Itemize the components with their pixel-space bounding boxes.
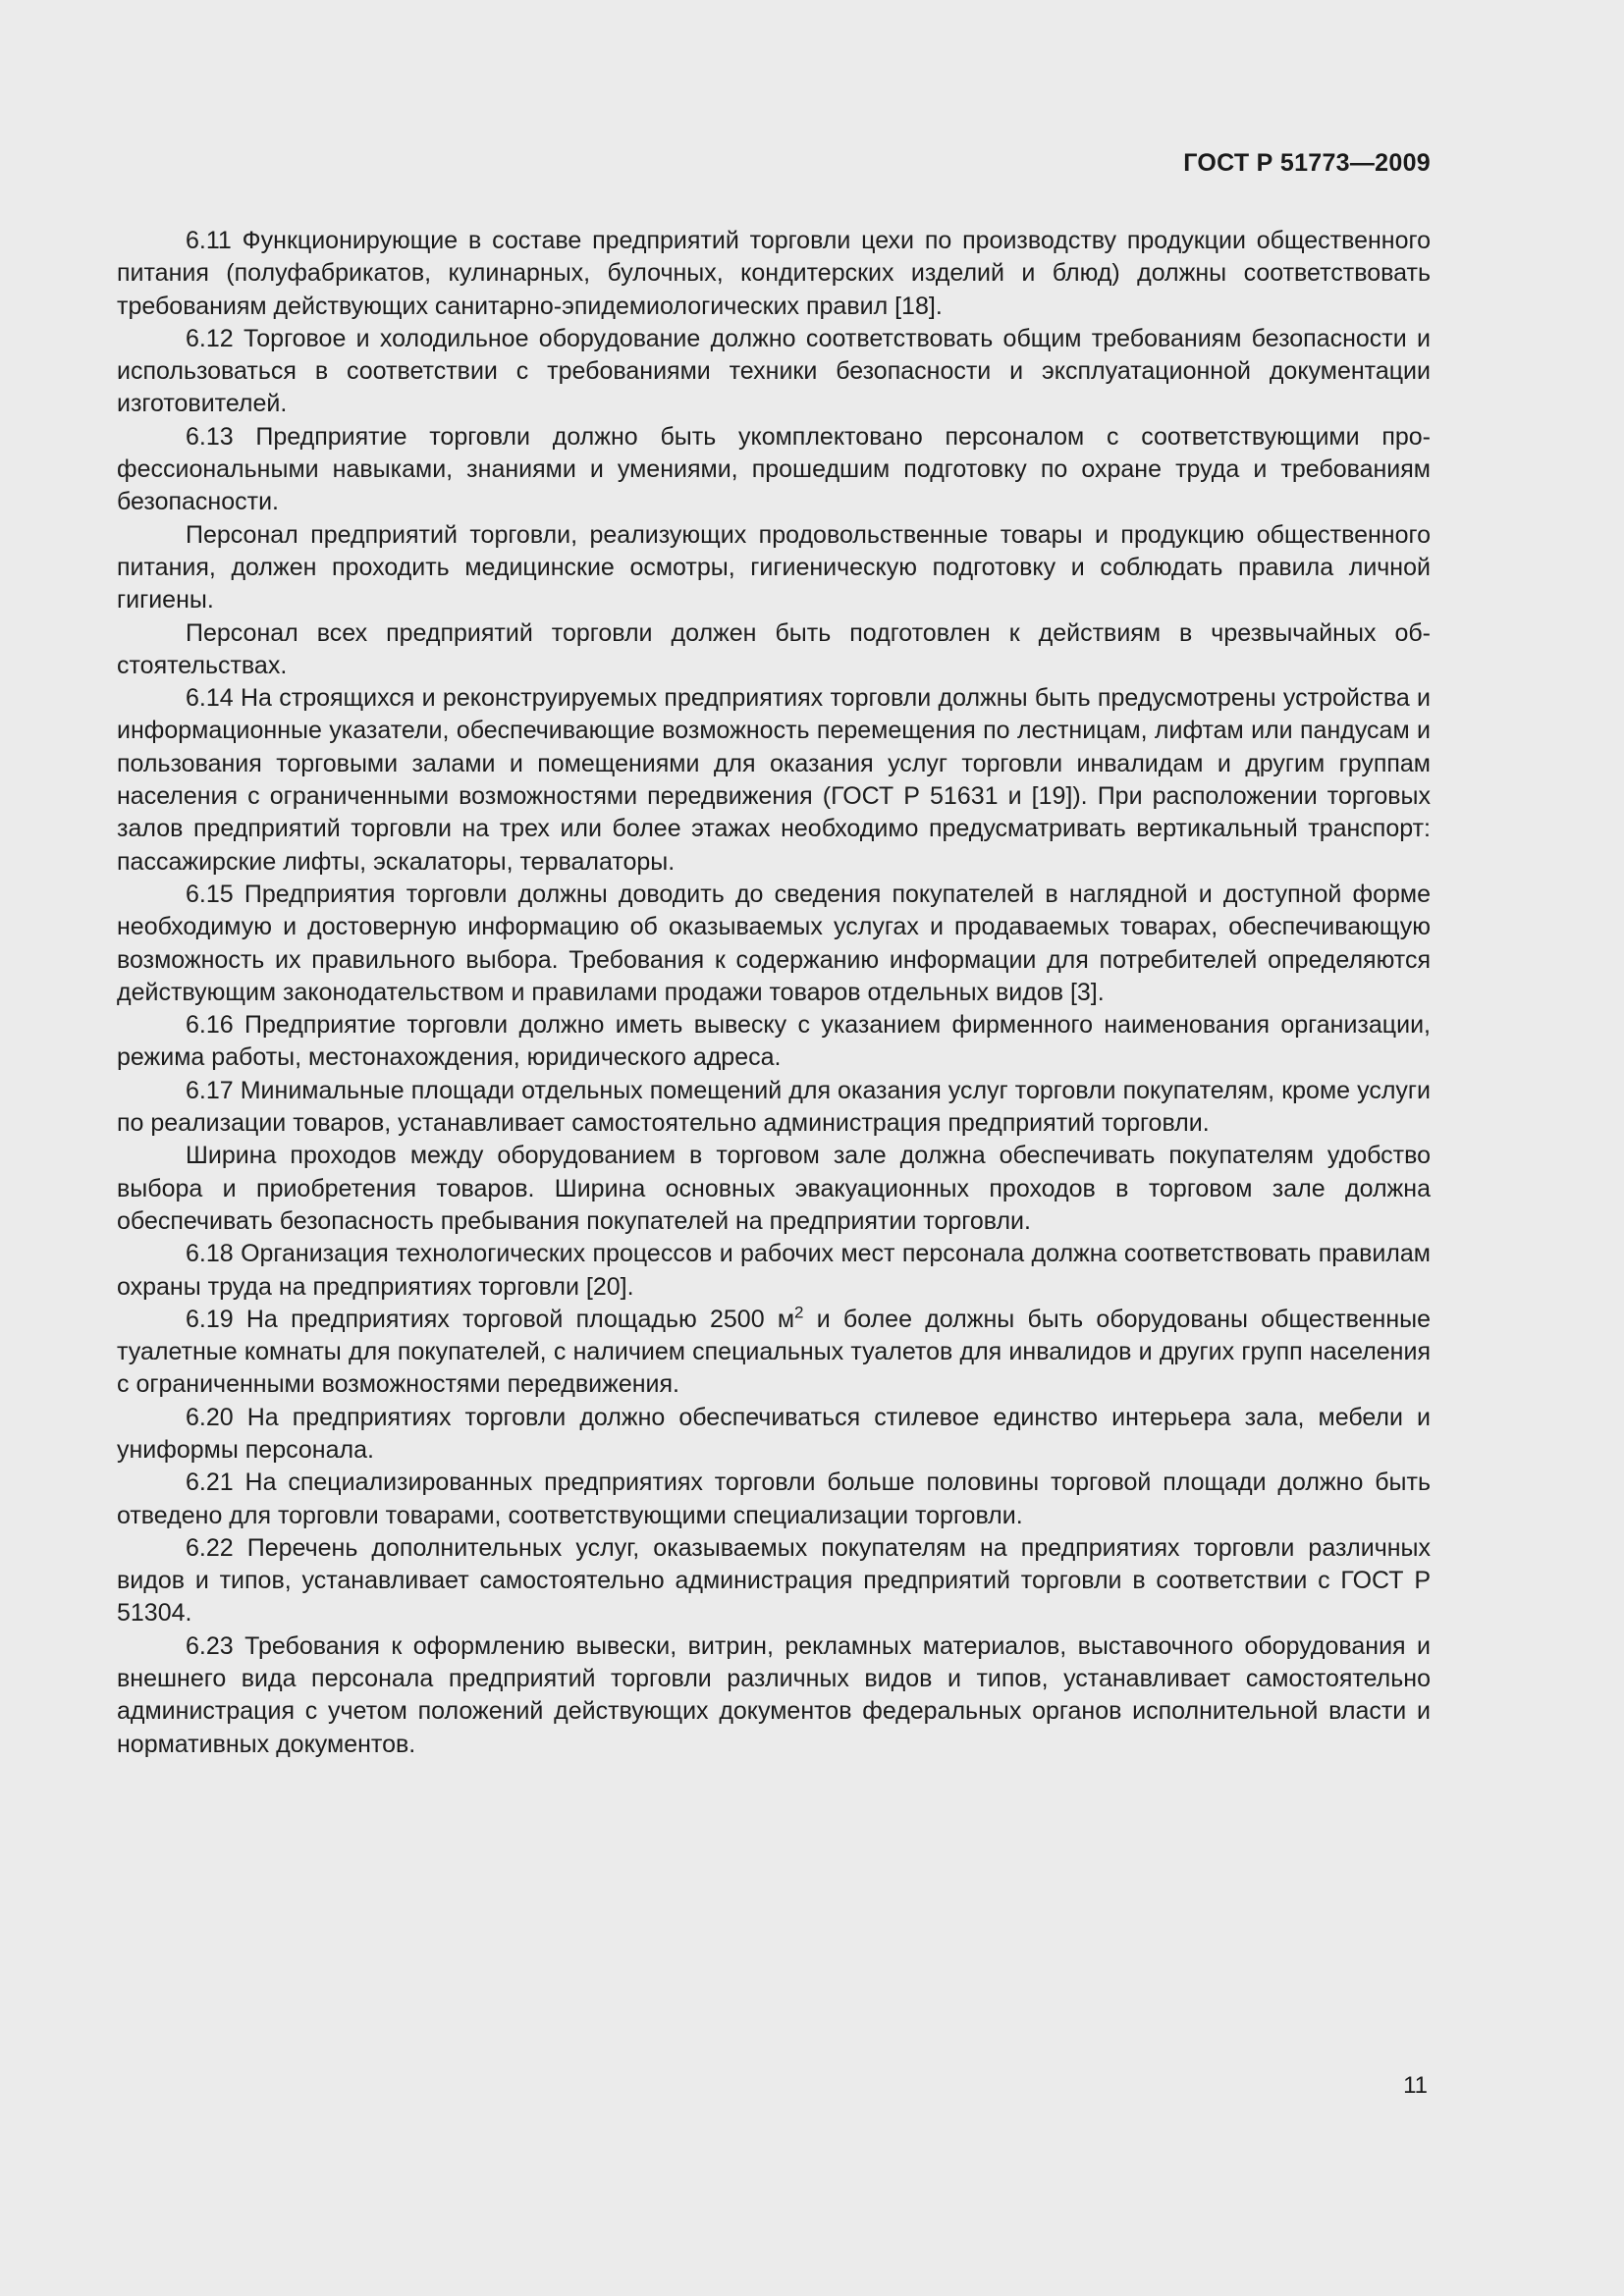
paragraph-6-19-start: 6.19 На предприятиях торговой площадью 2500 м — [186, 1305, 795, 1333]
paragraph-6-15: 6.15 Предприятия торговли должны доводить до сведения покупателей в наглядной и доступной форме необходимую и достоверную информацию об оказываемых услугах и продаваемых товарах, обеспечивающую возможность их правильного выбора. Требования к содержанию информации для потребителей определяются действующим законодательством и правилами продажи товаров отдельных видов [3]. — [117, 880, 1431, 1006]
paragraph-6-22: 6.22 Перечень дополнительных услуг, оказываемых покупателям на предприятиях торговли различных видов и типов, устанавливает самостоятельно администрация предприятий торговли в соответствии с ГОСТ Р 51304. — [117, 1533, 1431, 1628]
paragraph-6-23: 6.23 Требования к оформлению вывески, витрин, рекламных материалов, выставочного оборудования и внешнего вида персонала предприятий торговли различных видов и типов, устанавливает самостоятельно администрация с учетом положений действующих документов федеральных органов исполнительной власти и нормативных документов. — [117, 1631, 1431, 1758]
paragraph-aisle-width: Ширина проходов между оборудованием в торговом зале должна обеспечивать покупателям удобство выбора и приобретения товаров. Ширина основных эвакуационных проходов в торговом зале должна обеспечивать безопасность пребывания покупателей на предприятии торговли. — [117, 1142, 1431, 1235]
document-body — [117, 225, 1431, 1761]
paragraph-6-17: 6.17 Минимальные площади отдельных помещений для оказания услуг торговли покупателям, кроме услуги по реализации товаров, устанавливает самостоятельно администрация предприятий торговли. — [117, 1076, 1431, 1138]
paragraph-6-13: 6.13 Предприятие торговли должно быть укомплектовано персоналом с соответствующими профессиональными навыками, знаниями и умениями, прошедшим подготовку по охране труда и требованиям безопасности. — [117, 422, 1431, 516]
paragraph-6-20: 6.20 На предприятиях торговли должно обеспечиваться стилевое единство интерьера зала, мебели и униформы персонала. — [117, 1403, 1431, 1464]
paragraph-6-19 — [117, 1304, 1431, 1402]
paragraph-6-12: 6.12 Торговое и холодильное оборудование должно соответствовать общим требованиям безопасности и использоваться в соответствии с требованиями техники безопасности и эксплуатационной документации изготовителей. — [117, 324, 1431, 418]
paragraph-6-19-end: и более должны быть оборудованы общественные туалетные комнаты для покупателей, с наличием специальных туалетов для инвалидов и других групп населения с ограниченными возможностями передвижения. — [117, 1305, 1431, 1399]
paragraph-personnel-hygiene: Персонал предприятий торговли, реализующих продовольственные товары и продукцию общественного питания, должен проходить медицинские осмотры, гигиеническую подготовку и соблюдать правила личной гигиены. — [117, 520, 1431, 614]
paragraph-6-14: 6.14 На строящихся и реконструируемых предприятиях торговли должны быть предусмотрены устройства и информационные указатели, обеспечивающие возможность перемещения по лестницам, лифтам или пандусам и пользования торговыми залами и помещениями для оказания услуг торговли инвалидам и другим группам населения с ограниченными возможностями передвижения (ГОСТ Р 51631 и [19]). При расположении торговых залов предприятий торговли на трех или более этажах необходимо предусматривать вертикальный транспорт: пассажирские лифты, эскалаторы, тервалаторы. — [117, 684, 1431, 876]
paragraph-6-11: 6.11 Функционирующие в составе предприятий торговли цехи по производству продукции общественного питания (полуфабрикатов, кулинарных, булочных, кондитерских изделий и блюд) должны соответствовать требованиям действующих санитарно-эпидемиологических правил [18]. — [117, 227, 1431, 320]
paragraph-6-16: 6.16 Предприятие торговли должно иметь вывеску с указанием фирменного наименования организации, режима работы, местонахождения, юридического адреса. — [117, 1011, 1431, 1072]
paragraph-6-21: 6.21 На специализированных предприятиях торговли больше половины торговой площади должно быть отведено для торговли товарами, соответствующими специализации торговли. — [117, 1468, 1431, 1529]
page-number: 11 — [1403, 2072, 1428, 2099]
document-header: ГОСТ Р 51773—2009 — [1183, 149, 1431, 177]
superscript-two: 2 — [794, 1303, 804, 1322]
paragraph-personnel-emergency: Персонал всех предприятий торговли должен быть подготовлен к действиям в чрезвычайных обстоятельствах. — [117, 618, 1431, 679]
paragraph-6-18: 6.18 Организация технологических процессов и рабочих мест персонала должна соответствовать правилам охраны труда на предприятиях торговли [20]. — [117, 1240, 1431, 1301]
